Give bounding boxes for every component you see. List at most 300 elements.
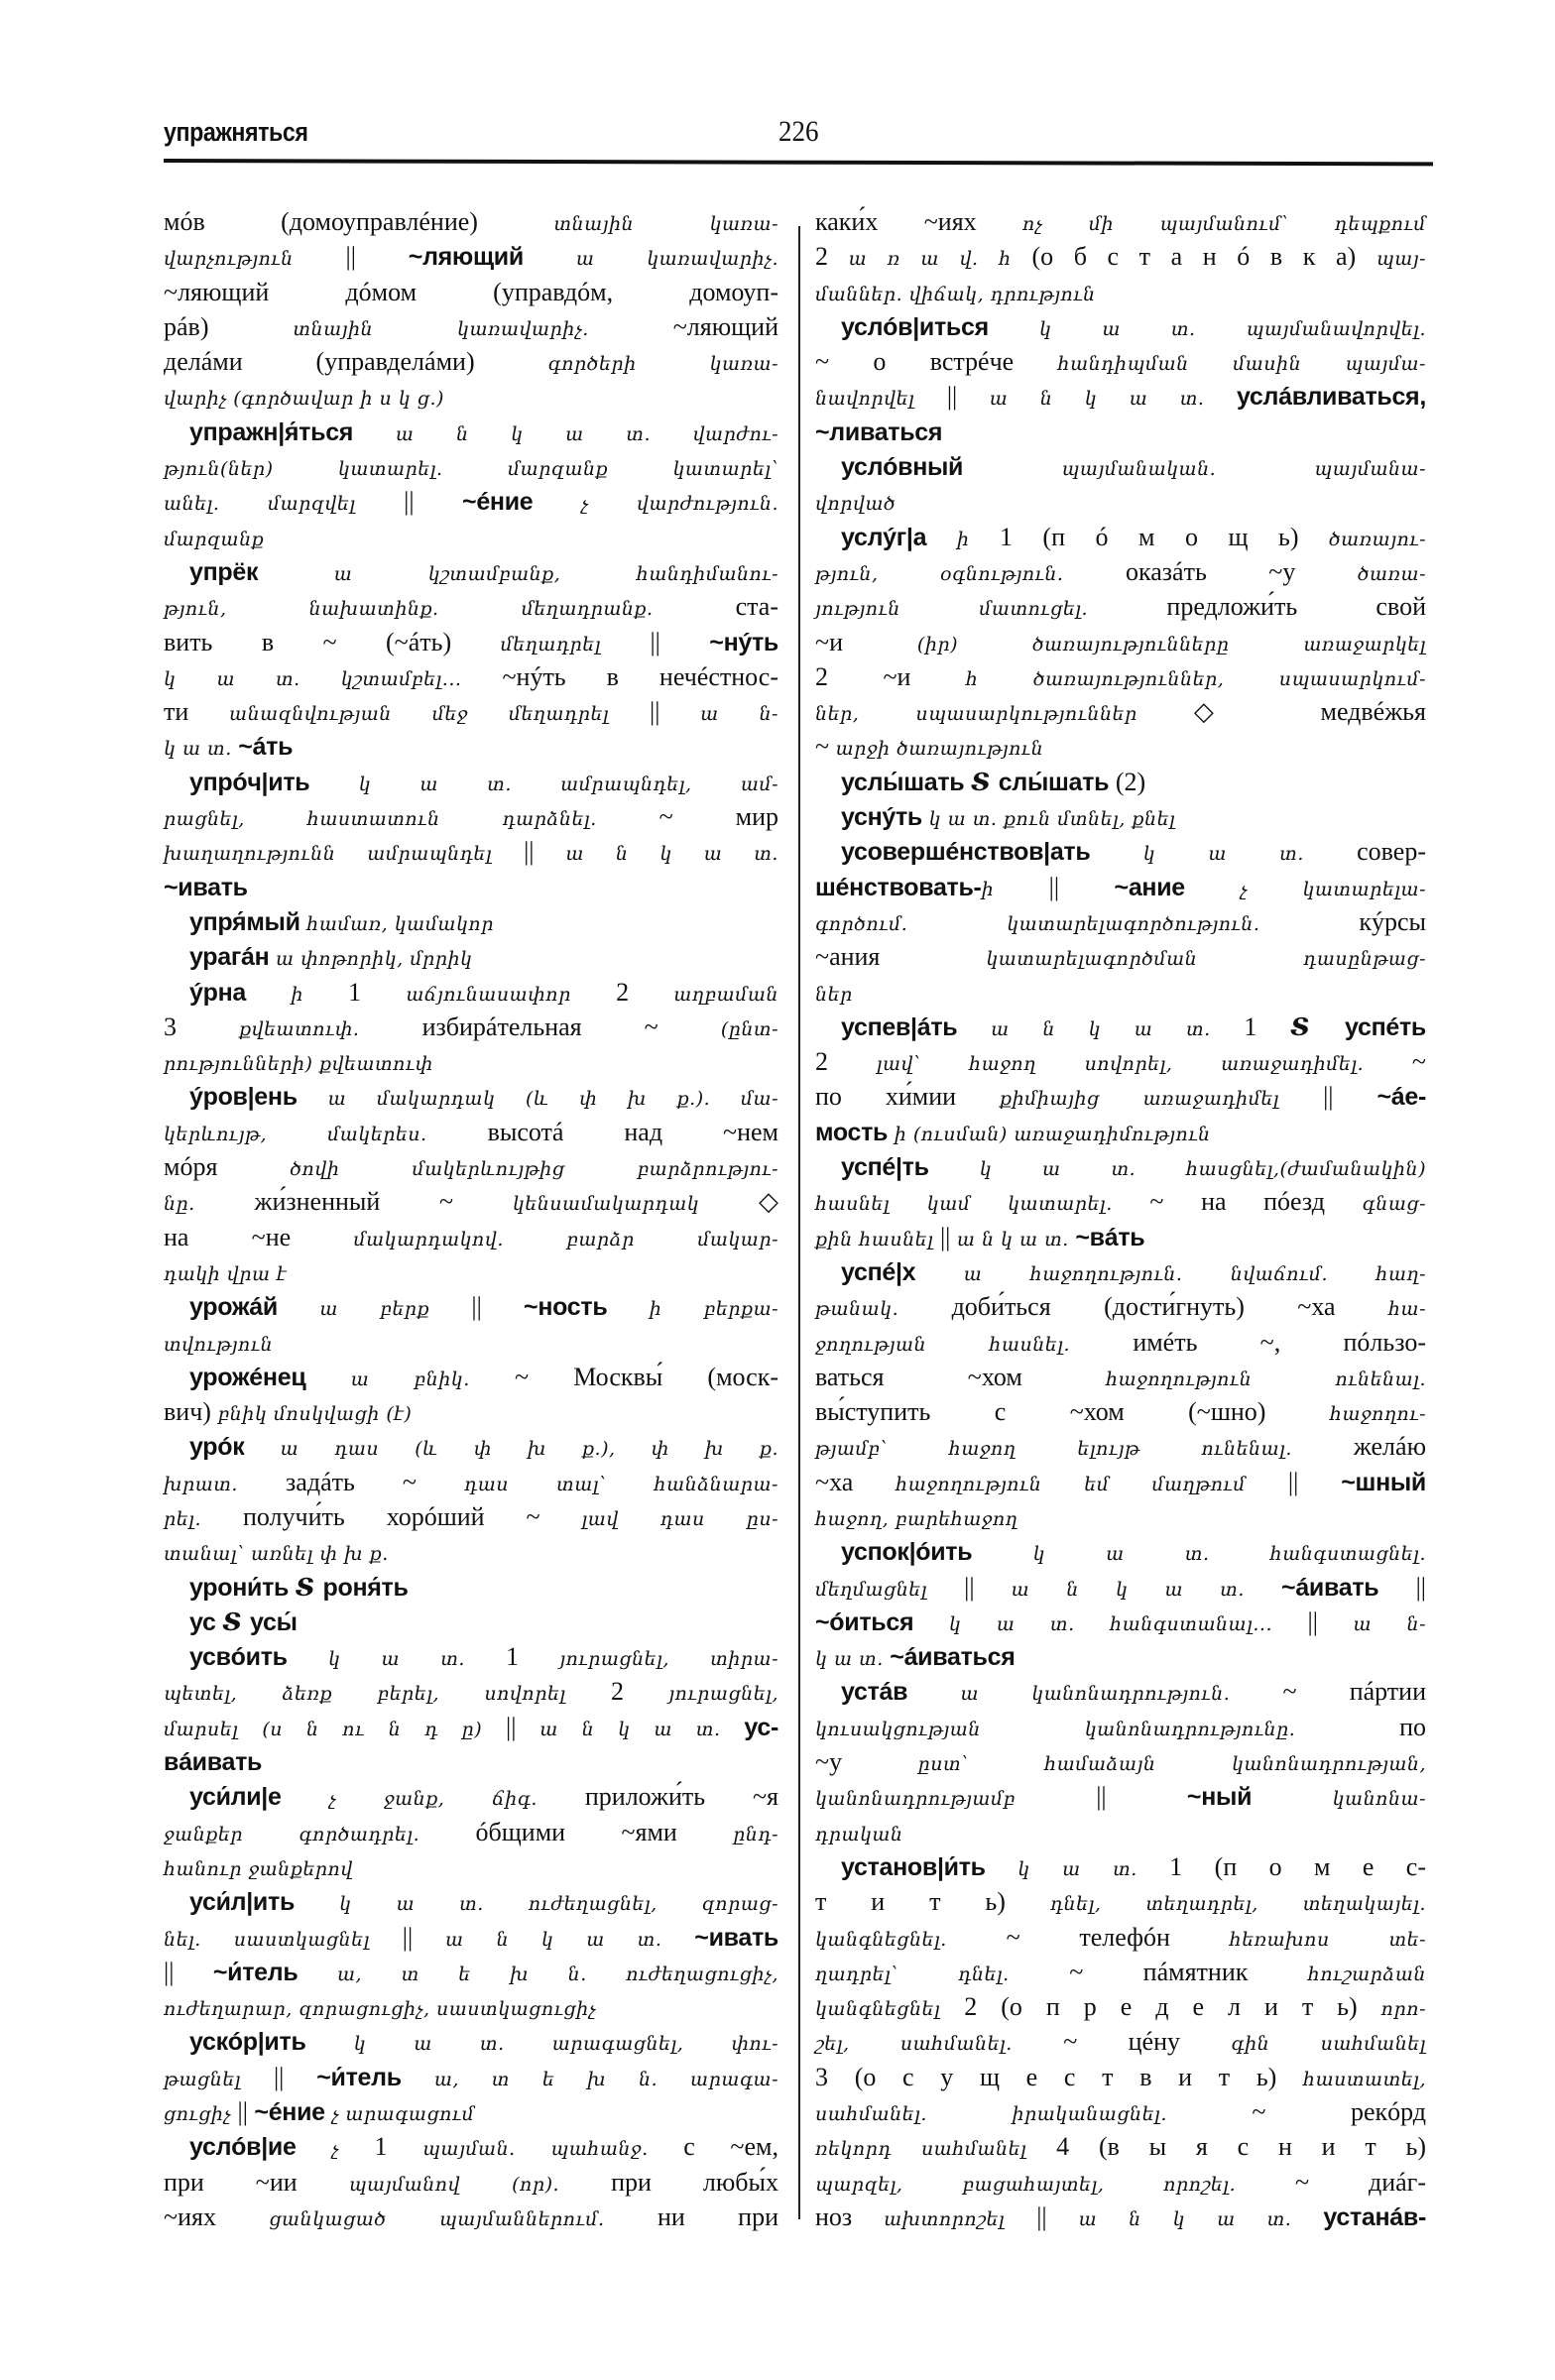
armenian-text: ծովի մակերևույթից բարձրությու- — [290, 1158, 778, 1181]
armenian-text: հաստատել, — [1303, 2068, 1426, 2090]
dictionary-line — [164, 1429, 778, 1464]
dictionary-line — [164, 904, 778, 939]
headword: урагáн — [189, 943, 277, 972]
armenian-text: մեղադրել — [500, 633, 651, 655]
armenian-text: ա բնիկ. — [350, 1368, 515, 1390]
headword: услóв|ие — [189, 2133, 332, 2162]
russian-text: т и т ь) — [815, 1887, 1050, 1917]
armenian-text: տնային կառավարիչ. — [293, 317, 673, 340]
armenian-text: տնային կառա- — [553, 213, 778, 235]
russian-text: ~ цéну — [1063, 2027, 1232, 2057]
armenian-text: դակի վրա է — [164, 1262, 288, 1285]
dictionary-line — [164, 694, 778, 729]
armenian-text: կատարելագործման դասընթաց- — [986, 948, 1426, 971]
armenian-text: դրական — [815, 1823, 903, 1845]
russian-text: (о б с т а н ó в к а) — [1031, 242, 1376, 272]
armenian-text: կ ա տ. պայմանավորվել. — [1038, 317, 1426, 340]
dictionary-line — [164, 1955, 778, 1989]
dictionary-line — [164, 344, 778, 379]
dictionary-line — [164, 1289, 778, 1324]
armenian-text: ի — [981, 878, 1049, 900]
armenian-text: ա կառավարիչ. — [575, 248, 778, 271]
armenian-text: ոչ մի պայմանում՝ դեպքում — [1022, 213, 1427, 235]
headword: мость — [815, 1118, 895, 1146]
headword: услáвливаться, — [1236, 383, 1426, 412]
dictionary-line — [164, 1639, 778, 1674]
armenian-text: հ ծառայություններ, սպասարկում- — [965, 667, 1426, 690]
headword: ~éние — [254, 2098, 332, 2127]
armenian-text: կանգնեցնել — [815, 1998, 965, 2021]
russian-text: ноз — [815, 2202, 885, 2231]
headword: устáв — [841, 1678, 961, 1707]
headword: услýг|а — [841, 523, 957, 551]
armenian-text: կ ա տ. — [815, 1648, 891, 1671]
dictionary-line — [164, 1115, 778, 1149]
russian-text: 2 — [616, 977, 674, 1007]
headword: вáивать — [164, 1748, 263, 1777]
dictionary-line — [164, 239, 778, 274]
armenian-text: ուժեղարար, զորացուցիչ, սաստկացուցիչ — [164, 1998, 597, 2021]
russian-text: || — [1287, 1467, 1342, 1496]
dictionary-line — [164, 870, 778, 904]
armenian-text: ախտորոշել — [884, 2207, 1037, 2230]
russian-text: 2 ~и — [815, 661, 966, 691]
russian-text: делáми (управделáми) — [164, 347, 548, 377]
headword: ~ивать — [164, 873, 248, 901]
russian-text: || — [1307, 1606, 1354, 1636]
headword: уснýть — [841, 803, 929, 832]
armenian-text: ցանկացած պայմաններում. — [269, 2207, 658, 2230]
dictionary-line — [815, 449, 1426, 484]
russian-text: ~ рекóрд — [1252, 2097, 1426, 2127]
armenian-text: ծառայու- — [1328, 528, 1427, 550]
armenian-text: անել. մարզվել — [164, 493, 405, 516]
russian-text: ~нýть в нечéстнос- — [502, 661, 779, 691]
header-rule — [164, 159, 1433, 166]
dictionary-line — [164, 2024, 778, 2059]
armenian-text: քին հասնել — [815, 1228, 940, 1250]
armenian-text: ջողության հասնել. — [815, 1333, 1134, 1356]
russian-text: предложи́ть свой — [1166, 592, 1426, 622]
armenian-text: դաս տալ՝ հանձնարա- — [463, 1473, 778, 1495]
headword: ~и́тель — [212, 1958, 338, 1986]
armenian-text: ա ն կ ա տ. — [989, 388, 1237, 411]
headword: ~áивать — [1281, 1573, 1416, 1602]
armenian-text: կերևույթ, մակերես. — [164, 1123, 488, 1145]
russian-text: ~ на пóезд — [1149, 1187, 1363, 1217]
armenian-text: գնաց- — [1362, 1193, 1426, 1216]
dictionary-line — [164, 1674, 778, 1709]
dictionary-line — [815, 309, 1426, 344]
armenian-text: չ արագացում — [331, 2103, 475, 2126]
dictionary-line — [815, 344, 1426, 379]
dictionary-line — [815, 204, 1426, 239]
russian-text: || — [471, 1292, 525, 1322]
dictionary-line — [164, 1920, 778, 1955]
dictionary-line — [164, 1149, 778, 1184]
armenian-text: ա ն կ ա տ. — [956, 1228, 1076, 1250]
dictionary-line — [815, 1325, 1426, 1360]
dictionary-line — [164, 554, 778, 589]
russian-text: кýрсы — [1359, 906, 1426, 936]
running-head-word: упражняться — [164, 117, 308, 147]
headword: упрёк — [189, 557, 334, 586]
russian-text: вить в ~ (~áть) — [164, 627, 501, 656]
armenian-text: չ ջանք, ճիգ. — [328, 1788, 585, 1811]
armenian-text: կ ա տ. հասցնել,(ժամանակին) — [979, 1158, 1426, 1181]
russian-text: ~ха — [815, 1467, 897, 1496]
russian-text: óбщими ~ями — [475, 1817, 734, 1846]
headword: ~шный — [1341, 1468, 1426, 1496]
russian-text: доби́ться (дости́гнуть) ~ха — [951, 1292, 1388, 1322]
dictionary-line — [815, 1254, 1426, 1289]
headword: ýрна — [189, 978, 292, 1007]
armenian-text: ա, տ ե խ ն. ուժեղացուցիչ, — [337, 1963, 778, 1985]
armenian-text: աղբաման — [673, 983, 779, 1006]
armenian-text: ի բերքա- — [649, 1298, 779, 1321]
headword: ~ливаться — [815, 417, 943, 446]
dictionary-line — [815, 975, 1426, 1010]
russian-text: 3 (о с у щ е с т в и т ь) — [815, 2062, 1304, 2091]
armenian-text: ա մակարդակ (և փ խ ք.). մա- — [327, 1088, 778, 1111]
headword: успéть — [1344, 1012, 1426, 1041]
headword: урóк — [189, 1433, 281, 1462]
dictionary-line — [815, 1184, 1426, 1219]
russian-text: получи́ть хорóший ~ — [242, 1501, 582, 1531]
russian-text: 4 (в ы я с н и т ь) — [1056, 2132, 1427, 2162]
headword: ~ляющий — [408, 243, 576, 272]
dictionary-line — [164, 589, 778, 624]
armenian-text: ա ն կ ա տ. — [1078, 2207, 1324, 2230]
headword: слы́шать — [998, 768, 1116, 796]
russian-text: ~ мир — [658, 802, 778, 832]
armenian-text: չ կատարելա- — [1240, 878, 1426, 900]
russian-text: (2) — [1115, 767, 1146, 796]
dictionary-line — [815, 1534, 1426, 1569]
russian-text: || — [237, 2097, 255, 2127]
russian-text: ~ — [1411, 1047, 1426, 1077]
russian-text: ~ пáмятник — [1069, 1957, 1308, 1986]
headword: ус — [189, 1607, 223, 1636]
headword: услóв|иться — [841, 312, 1039, 341]
dictionary-line — [815, 2129, 1426, 2164]
russian-text: || — [402, 1922, 446, 1952]
russian-text: ~ диáг- — [1295, 2167, 1426, 2197]
russian-text: 1 — [348, 977, 407, 1007]
dictionary-line — [815, 2200, 1426, 2234]
armenian-text: համառ, կամակոր — [306, 912, 494, 935]
dictionary-line — [164, 2165, 778, 2200]
dictionary-line — [815, 2094, 1426, 2129]
dictionary-line — [815, 520, 1426, 554]
dictionary-line — [164, 1394, 778, 1429]
russian-text: || — [946, 382, 990, 412]
dictionary-line — [815, 1849, 1426, 1884]
headword: шéнствовать- — [815, 873, 982, 901]
russian-text: высотá над ~нем — [487, 1117, 778, 1146]
russian-text: по — [1399, 1712, 1426, 1741]
dictionary-line — [815, 1499, 1426, 1534]
russian-text: ~ания — [815, 942, 987, 972]
see-reference-mark: Տ — [1290, 1012, 1345, 1041]
russian-text: вич) — [164, 1397, 218, 1427]
dictionary-line — [815, 2165, 1426, 2200]
russian-text: каки́х ~иях — [815, 207, 1023, 236]
russian-text: 1 (п о м е с- — [1169, 1851, 1426, 1881]
armenian-text: կուսակցության կանոնադրությունը. — [815, 1718, 1400, 1740]
armenian-text: թյամբ՝ հաջող ելույթ ունենալ. — [815, 1438, 1354, 1461]
dictionary-line — [164, 765, 778, 799]
armenian-text: աճյունասափոր — [406, 983, 617, 1006]
armenian-text: հաջողու- — [1329, 1403, 1426, 1426]
dictionary-line — [164, 1849, 778, 1884]
dictionary-line — [164, 1989, 778, 2024]
armenian-text: խրատ. — [164, 1473, 287, 1495]
dictionary-line — [815, 1429, 1426, 1464]
armenian-text: կ ա տ. — [164, 738, 239, 761]
armenian-text: հա- — [1387, 1298, 1426, 1321]
dictionary-line — [815, 1989, 1426, 2024]
armenian-text: կ ա տ. ուժեղացնել, զորաց- — [339, 1893, 778, 1916]
headword: ~ивать — [694, 1923, 778, 1952]
russian-text: 2 — [815, 1047, 877, 1077]
armenian-text: ա կշտամբանք, հանդիմանու- — [333, 562, 778, 585]
russian-text: 1 — [374, 2132, 423, 2162]
dictionary-line — [164, 484, 778, 519]
armenian-text: վարչություն — [164, 248, 346, 271]
dictionary-line — [164, 309, 778, 344]
armenian-text: սահմանել. իրականացնել. — [815, 2103, 1253, 2126]
headword: урожéнец — [189, 1363, 351, 1391]
armenian-text: կենսամակարդակ — [512, 1193, 759, 1216]
russian-text: ни при — [657, 2202, 778, 2231]
dictionary-line — [815, 1710, 1426, 1744]
armenian-text: րացնել, հաստատուն դարձնել. — [164, 808, 659, 831]
dictionary-line — [164, 520, 778, 554]
russian-text: вы́ступить с ~хом (~шно) — [815, 1397, 1330, 1427]
armenian-text: ա կանոնադրություն. — [960, 1683, 1283, 1706]
armenian-text: հաջողություն ունենալ. — [1106, 1368, 1426, 1390]
dictionary-line — [164, 1465, 778, 1499]
armenian-text: յուրացնել, — [668, 1683, 778, 1706]
armenian-text: ընդ- — [733, 1823, 778, 1845]
armenian-text: քիմիայից առաջադիմել — [1000, 1088, 1324, 1111]
armenian-text: մեղմացնել — [815, 1578, 965, 1601]
headword: ~óиться — [815, 1607, 949, 1636]
headword: усвóить — [189, 1643, 328, 1672]
headword: упражн|я́ться — [189, 417, 396, 446]
headword: ~ный — [1186, 1783, 1333, 1812]
armenian-text: ա ռ ա վ. հ — [848, 248, 1032, 271]
see-reference-mark: Տ — [295, 1572, 323, 1602]
dictionary-line — [164, 625, 778, 659]
armenian-text: թանակ. — [815, 1298, 952, 1321]
headword: успé|х — [841, 1257, 964, 1286]
headword: урожáй — [189, 1293, 320, 1322]
headword: ~áть — [238, 733, 294, 762]
dictionary-line — [164, 1744, 778, 1779]
russian-text: 1 (п ó м о щ ь) — [999, 522, 1329, 551]
dictionary-line — [815, 659, 1426, 694]
dictionary-line — [164, 1605, 778, 1639]
russian-text: мóв (домоуправлéние) — [164, 207, 554, 236]
armenian-text: գին սահմանել — [1231, 2033, 1426, 2056]
armenian-text: րությունների) քվեատուփ — [164, 1053, 433, 1076]
armenian-text: պայման. պահանջ. — [422, 2138, 684, 2161]
dictionary-line — [164, 975, 778, 1010]
russian-text: ~ляющий дóмом (управдóм, домоуп- — [164, 277, 778, 306]
armenian-text: յուրացնել, տիրա- — [559, 1648, 778, 1671]
armenian-text: մակարդակով. բարձր մակար- — [353, 1228, 778, 1250]
armenian-text: ա, տ ե խ ն. արագա- — [433, 2068, 779, 2090]
dictionary-line — [164, 1079, 778, 1114]
dictionary-line — [815, 1815, 1426, 1849]
dictionary-line — [164, 449, 778, 484]
dictionary-line — [815, 1044, 1426, 1079]
russian-text: || — [650, 627, 710, 656]
russian-text: 1 — [1244, 1012, 1291, 1041]
russian-text: 3 — [164, 1012, 240, 1041]
armenian-text: պետել, ձեռք բերել, սովորել — [164, 1683, 611, 1706]
headword: роня́ть — [322, 1573, 409, 1602]
armenian-text: հանդիպման մասին պայմա- — [1057, 353, 1426, 376]
armenian-text: մարզանք — [164, 528, 265, 550]
russian-text: ста- — [735, 592, 778, 622]
dictionary-line — [815, 939, 1426, 974]
headword: ~áе- — [1376, 1083, 1426, 1112]
left-column — [164, 204, 778, 2234]
russian-text: 2 — [815, 242, 849, 272]
dictionary-line — [815, 1360, 1426, 1394]
armenian-text: բնիկ մոսկվացի (է) — [217, 1403, 413, 1426]
dictionary-line — [815, 275, 1426, 309]
dictionary-line — [164, 799, 778, 834]
russian-text: 1 — [506, 1642, 560, 1672]
headword: уси́л|ить — [189, 1888, 340, 1917]
armenian-text: նավորվել — [815, 388, 947, 411]
russian-text: || — [524, 837, 566, 867]
dictionary-line — [164, 1570, 778, 1605]
russian-text: || — [1048, 872, 1115, 901]
dictionary-line — [815, 1149, 1426, 1184]
armenian-text: ի (ուսման) առաջադիմություն — [894, 1123, 1211, 1145]
dictionary-line — [164, 1254, 778, 1289]
armenian-text: կանգնեցնել. — [815, 1928, 1007, 1951]
dictionary-line — [815, 1465, 1426, 1499]
dictionary-line — [164, 1325, 778, 1360]
russian-text: ~ Москвы́ (моск- — [514, 1362, 778, 1391]
dictionary-line — [815, 1115, 1426, 1149]
dictionary-line — [815, 589, 1426, 624]
headword: услы́шать — [841, 768, 972, 796]
armenian-text: ա հաջողություն. նվաճում. հաղ- — [963, 1262, 1426, 1285]
russian-text: по хи́мии — [815, 1082, 1001, 1112]
russian-text: желáю — [1353, 1432, 1426, 1462]
armenian-text: կ ա տ. ամրապնդել, ամ- — [358, 773, 778, 795]
headword: ýров|ень — [189, 1083, 328, 1112]
armenian-text: կանոնա- — [1332, 1788, 1426, 1811]
russian-text: с ~ем, — [683, 2132, 778, 2162]
dictionary-line — [164, 1499, 778, 1534]
dictionary-line — [164, 1534, 778, 1569]
armenian-text: լավ դաս ըս- — [581, 1507, 778, 1530]
russian-text: || — [273, 2062, 317, 2091]
armenian-text: պայմանական. պայմանա- — [1061, 458, 1426, 481]
headword: усовершéнствов|ать — [841, 838, 1143, 867]
russian-text: приложи́ть ~я — [584, 1782, 779, 1812]
armenian-text: վորված — [815, 493, 897, 516]
russian-text: || — [506, 1712, 540, 1741]
russian-text: ваться ~хом — [815, 1362, 1107, 1391]
dictionary-line — [815, 1779, 1426, 1814]
armenian-text: պայ- — [1376, 248, 1427, 271]
armenian-text: ա բերք — [319, 1298, 472, 1321]
dictionary-line — [815, 694, 1426, 729]
right-column — [815, 204, 1426, 2234]
dictionary-line — [815, 1744, 1426, 1779]
russian-text: ~ пáртии — [1282, 1677, 1426, 1707]
dictionary-line — [815, 1394, 1426, 1429]
headword: уси́ли|е — [189, 1783, 329, 1812]
dictionary-line — [815, 1570, 1426, 1605]
armenian-text: որո- — [1380, 1998, 1426, 2021]
armenian-text: դնել, տեղադրել, տեղակայել. — [1049, 1893, 1427, 1916]
headword: успок|óить — [841, 1538, 1033, 1567]
dictionary-line — [815, 2060, 1426, 2094]
armenian-text: ա ն կ ա տ. — [1011, 1578, 1282, 1601]
armenian-text: գործերի կառա- — [547, 353, 779, 376]
russian-text: при любы́х — [611, 2167, 778, 2197]
dictionary-line — [815, 2024, 1426, 2059]
armenian-text: խաղաղությունն ամրապնդել — [164, 843, 525, 866]
russian-text: ~у — [815, 1747, 918, 1777]
dictionary-line — [164, 379, 778, 414]
armenian-text: կ ա տ. — [327, 1648, 507, 1671]
russian-text: ~ — [815, 732, 836, 762]
russian-text: 2 — [611, 1677, 669, 1707]
dictionary-line — [164, 1779, 778, 1814]
armenian-text: կ ա տ. արագացնել, փու- — [353, 2033, 778, 2056]
dictionary-line — [164, 1044, 778, 1079]
armenian-text: մարսել (ս ն ու ն դ ը) — [164, 1718, 507, 1740]
armenian-text: ա ն կ ա տ. — [991, 1017, 1245, 1040]
dictionary-line — [164, 275, 778, 309]
headword: успев|áть — [841, 1012, 992, 1041]
armenian-text: պայմանով (որ). — [348, 2173, 612, 2196]
armenian-text: ի — [956, 528, 1000, 550]
dictionary-line — [815, 834, 1426, 869]
dictionary-line — [815, 379, 1426, 414]
armenian-text: ա ն- — [700, 703, 778, 726]
see-reference-mark: Տ — [971, 767, 999, 796]
russian-text: ти — [164, 697, 230, 727]
headword: ~и́тель — [316, 2063, 434, 2091]
dictionary-line — [164, 659, 778, 694]
russian-text: || — [939, 1222, 957, 1251]
armenian-text: թացնել — [164, 2068, 274, 2090]
dictionary-line — [164, 1815, 778, 1849]
armenian-text: կ ա տ. հանգստացնել. — [1032, 1543, 1426, 1566]
russian-text: || — [1323, 1082, 1377, 1112]
russian-text: ~ телефóн — [1006, 1922, 1230, 1952]
armenian-text: ա փոթորիկ, մրրիկ — [276, 948, 473, 971]
dictionary-line — [815, 484, 1426, 519]
russian-text: имéть ~, пóльзо- — [1133, 1327, 1426, 1357]
dictionary-line — [815, 870, 1426, 904]
dictionary-line — [164, 834, 778, 869]
russian-text: избирáтельная ~ — [421, 1012, 721, 1041]
russian-text: || — [649, 697, 701, 727]
